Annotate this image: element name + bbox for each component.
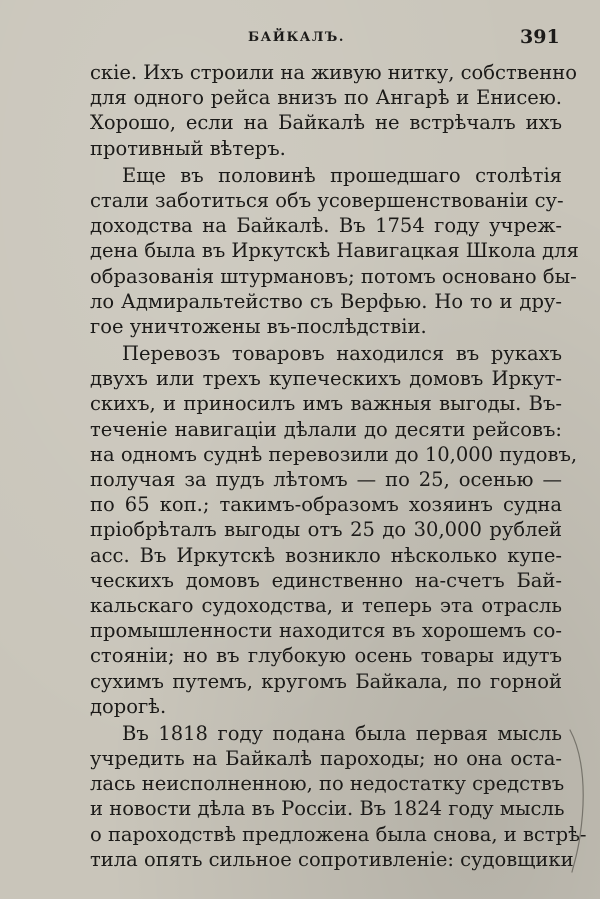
text-line: теченіе навигаціи дѣлали до десяти рейсовъ:	[90, 417, 562, 441]
text-line: стояніи; но въ глубокую осень товары идутъ	[90, 644, 562, 668]
text-line: дорогѣ.	[90, 694, 167, 718]
text-line: асс. Въ Иркутскѣ возникло нѣсколько купе-	[90, 543, 562, 567]
text-line: противный вѣтеръ.	[90, 136, 286, 160]
text-line: для одного рейса внизъ по Ангарѣ и Енисею.	[90, 86, 562, 110]
text-line: по 65 коп.; такимъ-образомъ хозяинъ судна	[90, 493, 562, 517]
text-line: промышленности находится въ хорошемъ со-	[90, 619, 562, 643]
text-line: образованія штурмановъ; потомъ основано бы-	[90, 264, 577, 288]
text-line: и новости дѣла въ Россіи. Въ 1824 году мысль	[90, 797, 565, 821]
text-line: кальскаго судоходства, и теперь эта отрасль	[90, 593, 562, 617]
text-line: тила опять сильное сопротивленіе: судовщики	[90, 847, 574, 871]
paragraph	[90, 341, 578, 719]
text-line: лась неисполненною, по недостатку средствъ	[90, 772, 565, 796]
paragraph	[90, 721, 587, 872]
text-line: пріобрѣталъ выгоды отъ 25 до 30,000 рублей	[90, 518, 562, 542]
text-line: скихъ, и приносилъ имъ важныя выгоды. Въ-	[90, 392, 562, 416]
text-line: получая за пудъ лѣтомъ — по 25, осенью —	[90, 468, 562, 491]
text-line: стали заботиться объ усовершенствованіи су-	[90, 188, 564, 212]
text-line: ческихъ домовъ единственно на-счетъ Бай-	[90, 568, 562, 592]
text-line: доходства на Байкалѣ. Въ 1754 году учреж-	[90, 214, 562, 238]
paragraph	[90, 60, 577, 161]
text-line: скіе. Ихъ строили на живую нитку, собственно	[90, 61, 577, 84]
text-line: двухъ или трехъ купеческихъ домовъ Иркут-	[90, 367, 562, 391]
body-text	[90, 60, 587, 872]
running-title: БАЙКАЛЪ.	[248, 30, 345, 45]
text-line: сухимъ путемъ, кругомъ Байкала, по горной	[90, 669, 562, 693]
paragraph	[90, 163, 579, 339]
text-line: на одномъ суднѣ перевозили до 10,000 пудовъ,	[90, 442, 578, 466]
text-line: Хорошо, если на Байкалѣ не встрѣчалъ ихъ	[90, 111, 562, 135]
text-line: гое уничтожены въ-послѣдствіи.	[90, 314, 427, 338]
text-line: о пароходствѣ предложена была снова, и встрѣ-	[90, 822, 587, 846]
page-number: 391	[520, 26, 560, 48]
page-header	[0, 22, 600, 52]
text-line: ло Адмиральтейство съ Верфью. Но то и дру-	[90, 289, 562, 313]
pencil-margin-mark	[566, 726, 596, 876]
text-line: Перевозъ товаровъ находился въ рукахъ	[122, 342, 562, 366]
text-line: Въ 1818 году подана была первая мысль	[122, 721, 562, 745]
text-line: Еще въ половинѣ прошедшаго столѣтія	[122, 163, 562, 187]
text-line: дена была въ Иркутскѣ Навигацкая Школа для	[90, 239, 579, 263]
text-line: учредить на Байкалѣ пароходы; но она оста-	[90, 747, 562, 771]
